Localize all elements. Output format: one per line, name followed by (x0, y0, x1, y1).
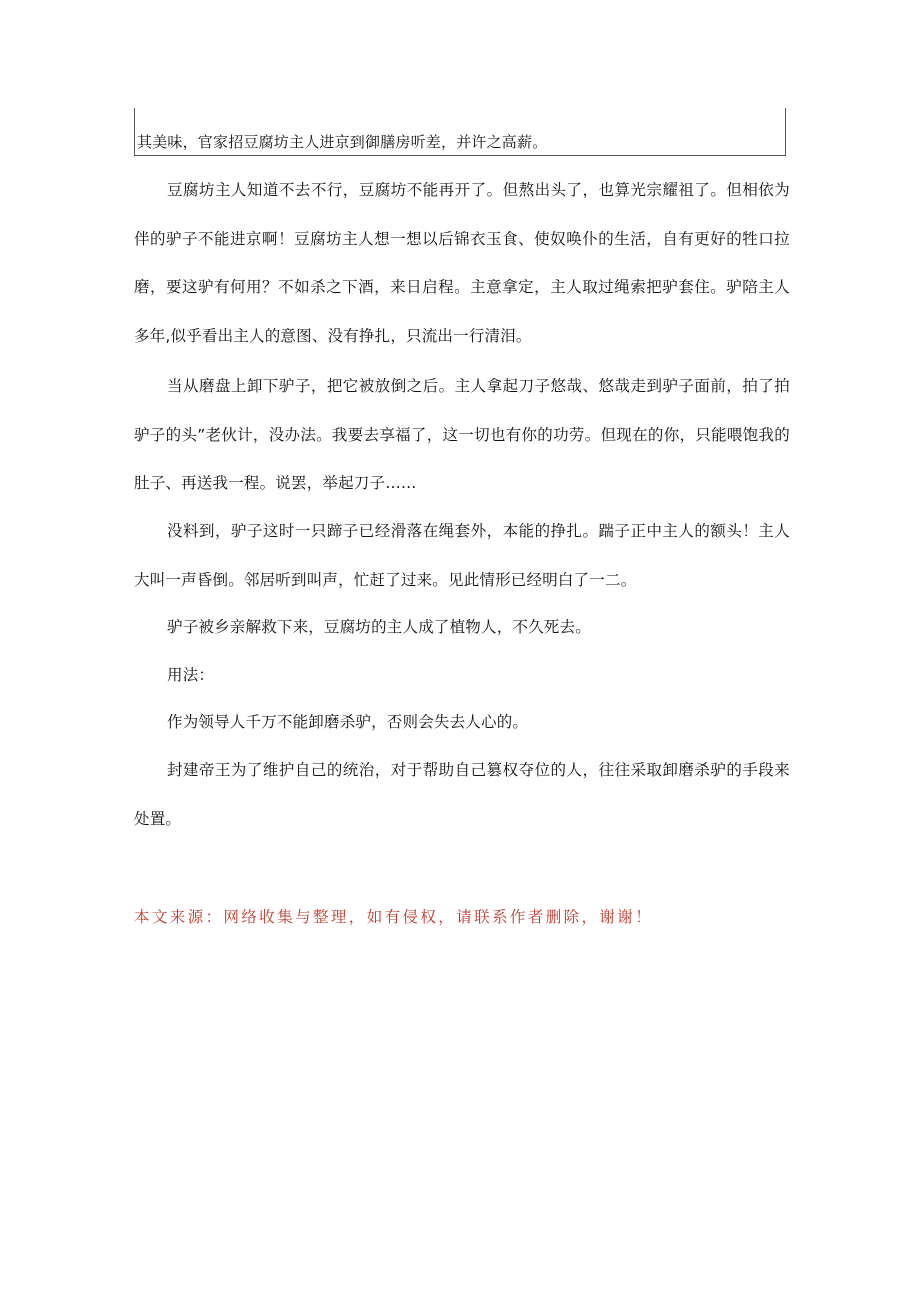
paragraph-4: 驴子被乡亲解救下来，豆腐坊的主人成了植物人，不久死去。 (167, 618, 591, 636)
paragraph-3: 没料到，驴子这时一只蹄子已经滑落在绳套外，本能的挣扎。踹子正中主人的额头！主人大叫一声昏倒。邻居听到叫声，忙赶了过来。见此情形已经明白了一二。 (134, 522, 790, 589)
boxed-line-text: 其美味，官家招豆腐坊主人进京到御膳房听差，并许之高薪。 (137, 133, 548, 151)
boxed-text-line (134, 108, 786, 156)
source-disclaimer: 本文来源：网络收集与整理，如有侵权，请联系作者删除，谢谢！ (134, 908, 654, 926)
paragraph-usage-2: 封建帝王为了维护自己的统治，对于帮助自己篡权夺位的人，往往采取卸磨杀驴的手段来处置。 (134, 761, 790, 828)
paragraph-2: 当从磨盘上卸下驴子，把它被放倒之后。主人拿起刀子悠哉、悠哉走到驴子面前，拍了拍驴子的头”老伙计，没办法。我要去享福了，这一切也有你的功劳。但现在的你，只能喂饱我的肚子、再送我一程。说罢，举起刀子…… (134, 377, 790, 492)
paragraph-usage-heading: 用法： (167, 666, 215, 684)
paragraph-1: 豆腐坊主人知道不去不行，豆腐坊不能再开了。但熬出头了，也算光宗耀祖了。但相依为伴的驴子不能进京啊！豆腐坊主人想一想以后锦衣玉食、使奴唤仆的生活，自有更好的牲口拉磨，要这驴有何用？不如杀之下酒，来日启程。主意拿定，主人取过绳索把驴套住。驴陪主人多年,似乎看出主人的意图、没有挣扎，只流出一行清泪。 (134, 181, 790, 345)
paragraph-usage-1: 作为领导人千万不能卸磨杀驴，否则会失去人心的。 (167, 713, 529, 731)
